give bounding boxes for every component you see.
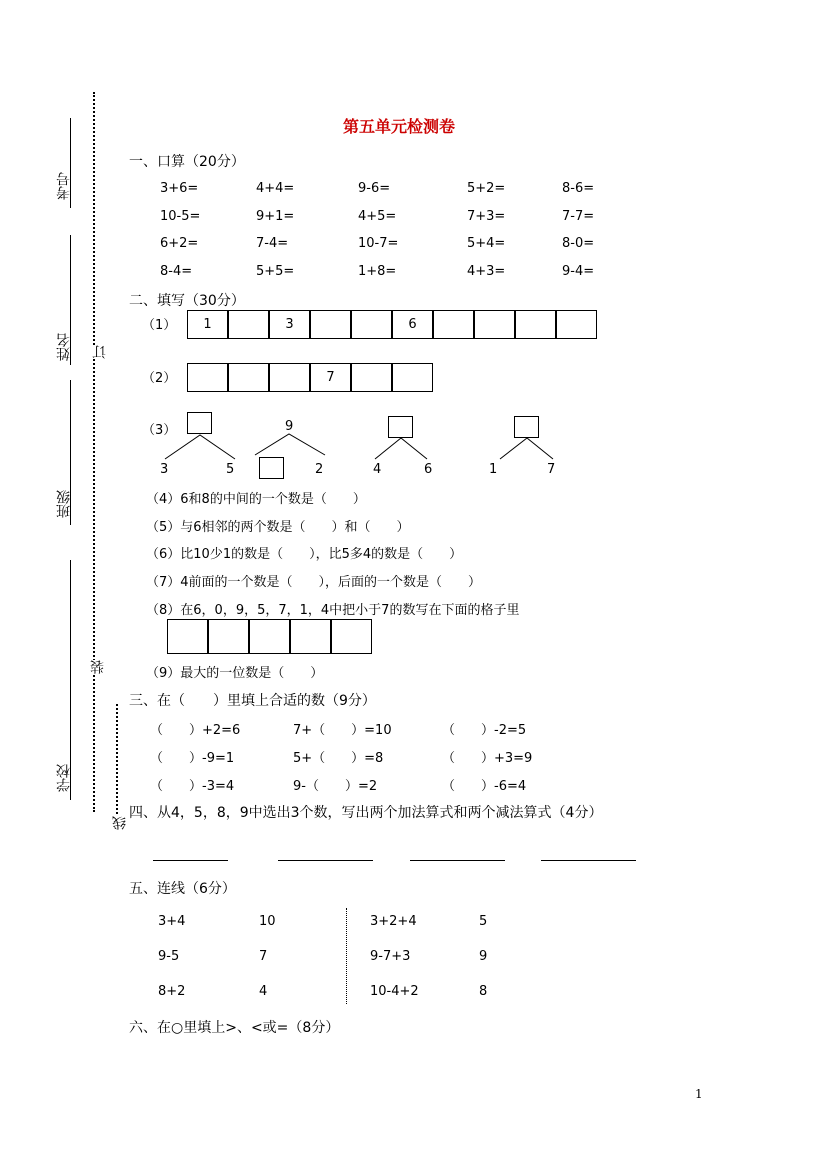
bond-top-box[interactable]: [514, 416, 539, 438]
fill-problem[interactable]: （ ）+3=9: [442, 751, 533, 766]
problem: 8-4=: [160, 264, 193, 279]
problem: 9-4=: [562, 264, 595, 279]
q1-label: （1）: [142, 318, 177, 333]
fill-problem[interactable]: 7+（ ）=10: [293, 723, 392, 738]
fill-problem[interactable]: （ ）-2=5: [442, 723, 527, 738]
section-2-heading: 二、填写（30分）: [129, 293, 245, 309]
bond-left-box[interactable]: [259, 457, 284, 479]
q2-cell[interactable]: 7: [310, 363, 351, 392]
bond-right: 6: [424, 462, 433, 477]
section-6-heading: 六、在○里填上>、<或=（8分）: [129, 1020, 340, 1036]
answer-line[interactable]: [541, 860, 636, 861]
section-4-heading: 四、从4，5，8，9中选出3个数，写出两个加法算式和两个减法算式（4分）: [129, 805, 603, 821]
bond-top-box[interactable]: [187, 412, 212, 434]
bond-right: 2: [315, 462, 324, 477]
q8-cell[interactable]: [290, 619, 331, 654]
problem: 7+3=: [467, 209, 506, 224]
q5-text: （5）与6相邻的两个数是（ ）和（ ）: [146, 520, 410, 535]
q3-label: （3）: [142, 423, 177, 438]
bond-left: 3: [160, 462, 169, 477]
bond-top: 9: [285, 419, 294, 434]
answer-line[interactable]: [278, 860, 373, 861]
binding-char-zhuang: 装: [90, 660, 106, 674]
problem: 10-5=: [160, 209, 201, 224]
match-value[interactable]: 7: [259, 949, 268, 964]
problem: 9+1=: [256, 209, 295, 224]
fill-problem[interactable]: （ ）-6=4: [442, 779, 527, 794]
answer-line[interactable]: [153, 860, 228, 861]
bond-left: 4: [373, 462, 382, 477]
problem: 8-6=: [562, 181, 595, 196]
name-label: 姓名: [56, 333, 72, 361]
q8-cell[interactable]: [167, 619, 208, 654]
section-5-heading: 五、连线（6分）: [129, 881, 236, 897]
q1-cell[interactable]: 1: [187, 310, 228, 339]
problem: 7-4=: [256, 236, 289, 251]
binding-char-xian: 线: [112, 816, 128, 830]
fill-problem[interactable]: （ ）-3=4: [150, 779, 235, 794]
matching-divider: [346, 908, 347, 1004]
problem: 5+2=: [467, 181, 506, 196]
page-title: 第五单元检测卷: [343, 117, 456, 136]
problem: 4+5=: [358, 209, 397, 224]
exam-number-label: 考号: [56, 172, 72, 200]
problem: 3+6=: [160, 181, 199, 196]
match-expression[interactable]: 3+4: [158, 914, 186, 929]
match-expression[interactable]: 10-4+2: [370, 984, 419, 999]
section-3-heading: 三、在（ ）里填上合适的数（9分）: [129, 693, 376, 709]
answer-line[interactable]: [410, 860, 505, 861]
problem: 6+2=: [160, 236, 199, 251]
fill-problem[interactable]: 9-（ ）=2: [293, 779, 378, 794]
q1-cell[interactable]: 3: [269, 310, 310, 339]
problem: 4+3=: [467, 264, 506, 279]
fill-problem[interactable]: （ ）-9=1: [150, 751, 235, 766]
class-label: 班级: [56, 490, 72, 518]
problem: 8-0=: [562, 236, 595, 251]
bond-left: 1: [489, 462, 498, 477]
section-1-heading: 一、口算（20分）: [129, 154, 245, 170]
bond-right: 7: [547, 462, 556, 477]
problem: 4+4=: [256, 181, 295, 196]
fill-problem[interactable]: 5+（ ）=8: [293, 751, 384, 766]
bond-top-box[interactable]: [388, 416, 413, 438]
problem: 5+4=: [467, 236, 506, 251]
q8-cell[interactable]: [208, 619, 249, 654]
q8-cell[interactable]: [249, 619, 290, 654]
q7-text: （7）4前面的一个数是（ ），后面的一个数是（ ）: [146, 575, 482, 590]
problem: 5+5=: [256, 264, 295, 279]
fill-problem[interactable]: （ ）+2=6: [150, 723, 241, 738]
match-expression[interactable]: 9-7+3: [370, 949, 411, 964]
match-value[interactable]: 10: [259, 914, 276, 929]
q4-text: （4）6和8的中间的一个数是（ ）: [146, 492, 366, 507]
q8-cell[interactable]: [331, 619, 372, 654]
page-number: 1: [695, 1087, 703, 1101]
problem: 1+8=: [358, 264, 397, 279]
match-value[interactable]: 9: [479, 949, 488, 964]
q6-text: （6）比10少1的数是（ ），比5多4的数是（ ）: [146, 547, 463, 562]
problem: 9-6=: [358, 181, 391, 196]
match-expression[interactable]: 9-5: [158, 949, 180, 964]
q8-text: （8）在6，0，9，5，7，1，4中把小于7的数写在下面的格子里: [146, 603, 520, 618]
q2-label: （2）: [142, 371, 177, 386]
match-expression[interactable]: 8+2: [158, 984, 186, 999]
binding-char-ding: 订: [92, 345, 108, 359]
problem: 10-7=: [358, 236, 399, 251]
school-label: 学校: [56, 764, 72, 792]
match-value[interactable]: 8: [479, 984, 488, 999]
problem: 7-7=: [562, 209, 595, 224]
bond-right: 5: [226, 462, 235, 477]
q1-cell[interactable]: 6: [392, 310, 433, 339]
match-value[interactable]: 5: [479, 914, 488, 929]
match-expression[interactable]: 3+2+4: [370, 914, 417, 929]
match-value[interactable]: 4: [259, 984, 268, 999]
q9-text: （9）最大的一位数是（ ）: [146, 666, 324, 681]
